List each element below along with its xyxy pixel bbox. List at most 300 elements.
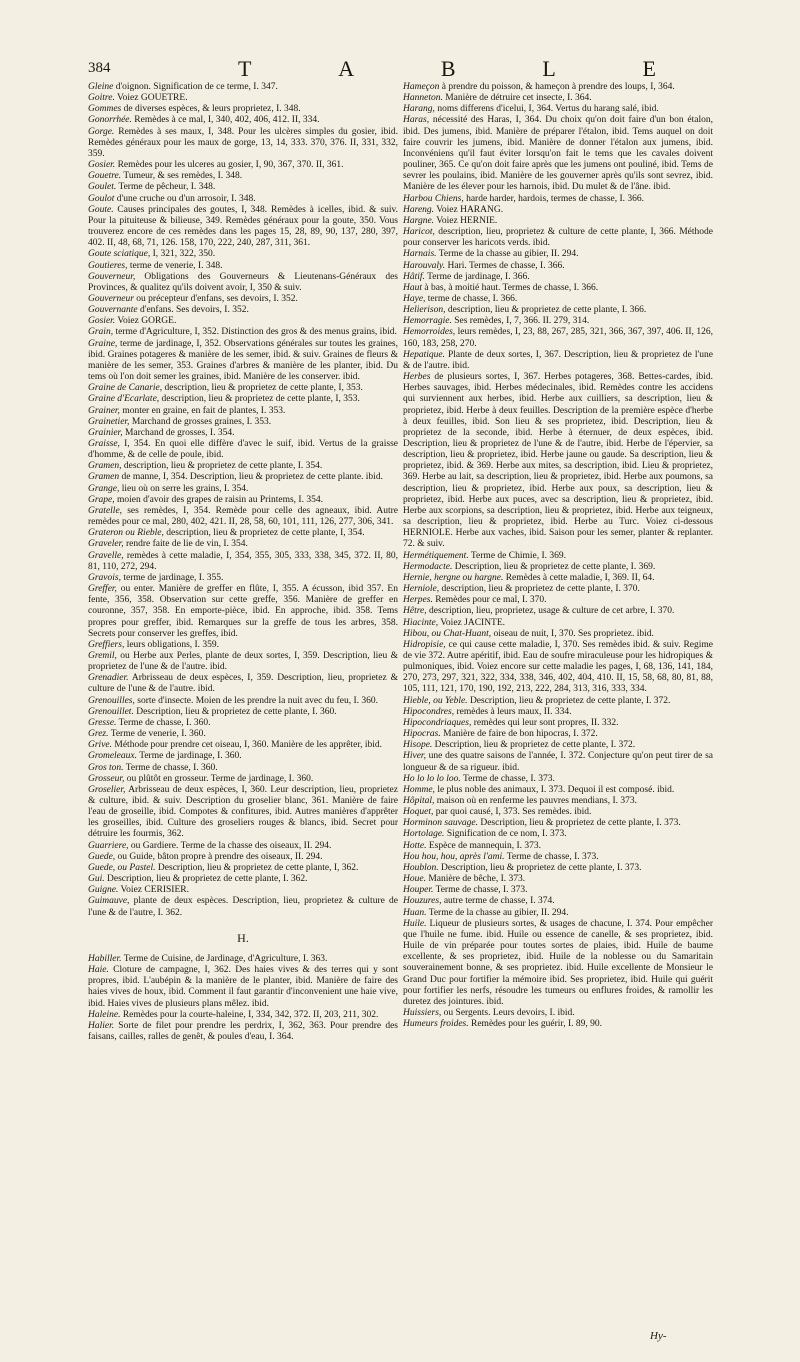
- entry-headword: Gommes: [88, 104, 122, 115]
- index-entry: [403, 305, 713, 316]
- entry-headword: Grenouillet.: [88, 706, 134, 717]
- running-title-letter: E: [642, 56, 658, 81]
- entry-text: ou Herbe aux Perles, plante de deux sortes, I, 359. Description, lieu & proprietez de l'une & de l'autre. ibid.: [88, 650, 398, 673]
- entry-text: remèdes à cette maladie, I, 354, 355, 305, 333, 338, 345, 372. II, 80, 81, 110, 272, 294.: [88, 550, 398, 572]
- entry-text: ou précepteur d'enfans, ses devoirs, I. 352.: [133, 293, 298, 304]
- entry-text: description, lieu & proprietez de cette plante, I, 354.: [163, 528, 365, 539]
- index-entry: [403, 629, 713, 640]
- index-entry: [88, 1010, 398, 1021]
- entry-text: Voiez CERISIER.: [118, 885, 189, 896]
- entry-text: Obligations des Gouverneurs & Lieutenans-Généraux des Provinces, & qualitez qu'ils doivent avoir, I, 350 & suiv.: [88, 271, 398, 293]
- entry-text: par quoi causé, I, 373. Ses remèdes. ibid.: [433, 807, 592, 818]
- entry-text: une des quatre saisons de l'année, I. 372. Conjecture qu'on peut tirer de sa longueur & de sa rigueur. ibid.: [403, 751, 713, 773]
- entry-headword: Graine d'Ecarlate,: [88, 394, 160, 405]
- entry-headword: Guede, ou Pastel.: [88, 862, 156, 873]
- index-entry: [403, 294, 713, 305]
- entry-text: ou Guide, bâton propre à prendre des oiseaux, II. 294.: [115, 851, 323, 862]
- index-entry: [88, 305, 398, 316]
- entry-headword: Haleine.: [88, 1009, 121, 1020]
- index-entry: [403, 227, 713, 249]
- index-entry: [403, 729, 713, 740]
- entry-headword: Gouverneur: [88, 293, 134, 304]
- entry-headword: Harbou Chiens,: [403, 193, 464, 204]
- index-entry: [403, 751, 713, 773]
- entry-text: Sorte de filet pour prendre les perdrix, I, 362, 363. Pour prendre des faisans, cailles, ralles de genêt, & poules d'eau, I. 364.: [88, 1020, 398, 1042]
- entry-text: Description, lieu & proprietez de cette plante, I, 362.: [155, 862, 359, 873]
- entry-headword: Grez.: [88, 729, 109, 740]
- entry-text: description, lieu, proprietez & culture de cette plante, I, 366. Méthode pour conserver les haricots verds. ibid.: [403, 227, 713, 249]
- entry-text: Description, lieu & proprietez de cette plante, I. 373.: [438, 862, 642, 873]
- entry-text: de manne, I, 354. Description, lieu & proprietez de cette plante. ibid.: [119, 472, 383, 483]
- entry-text: Remèdes pour la courte-haleine, I, 334, 342, 372. II, 203, 211, 302.: [120, 1009, 379, 1020]
- index-entry: [88, 171, 398, 182]
- entry-text: terme de chasse, I. 366.: [425, 293, 518, 304]
- catchword: Hy-: [650, 1330, 667, 1342]
- entry-headword: Hidropisie,: [403, 639, 446, 650]
- index-entry: [88, 539, 398, 550]
- entry-headword: Hemorroides,: [403, 327, 456, 338]
- index-entry: [88, 651, 398, 673]
- entry-text: Remèdes pour les ulceres au gosier, I, 90, 367, 370. II, 361.: [115, 160, 344, 171]
- entry-text: Terme de chasse, I. 360.: [116, 717, 211, 728]
- entry-text: Terme de chasse, I. 373.: [504, 851, 599, 862]
- index-entry: [88, 160, 398, 171]
- index-entry: [403, 205, 713, 216]
- index-entry: [403, 573, 713, 584]
- index-entry: [88, 965, 398, 1010]
- entry-headword: Hieble, ou Yeble.: [403, 695, 468, 706]
- entry-text: description, lieu & proprietez de cette plante, I. 354.: [121, 461, 323, 472]
- entry-headword: Hameçon: [403, 82, 440, 92]
- entry-headword: Gosier.: [88, 160, 116, 171]
- index-entry: [88, 182, 398, 193]
- entry-text: Manière de bêche, I. 373.: [425, 874, 526, 885]
- index-entry: [88, 272, 398, 294]
- index-entry: [403, 261, 713, 272]
- index-entry: [403, 595, 713, 606]
- index-entry: [88, 740, 398, 751]
- page-header: [88, 56, 728, 82]
- entry-text: harde harder, hardois, termes de chasse, I. 366.: [463, 193, 645, 204]
- entry-text: terme de jardinage, I. 355.: [121, 572, 224, 583]
- entry-text: Marchand de grosses graines, I. 353.: [129, 416, 272, 427]
- entry-text: Description, lieu & proprietez de cette plante, I. 372.: [467, 695, 671, 706]
- index-entry: [88, 261, 398, 272]
- entry-headword: Habiller.: [88, 953, 122, 964]
- index-entry: [88, 852, 398, 863]
- index-entry: [403, 874, 713, 885]
- entry-headword: Hernie, hergne ou hargne.: [403, 572, 504, 583]
- index-entry: [403, 1019, 713, 1030]
- index-entry: [88, 774, 398, 785]
- entry-headword: Graine de Canarie,: [88, 383, 163, 394]
- index-entry: [403, 829, 713, 840]
- entry-text: Voiez JACINTE.: [438, 617, 506, 628]
- entry-headword: Grange,: [88, 483, 120, 494]
- index-entry: [403, 562, 713, 573]
- entry-text: ou Sergents. Leurs devoirs, I. ibid.: [441, 1007, 575, 1018]
- index-entry: [403, 316, 713, 327]
- entry-text: de diverses espèces, & leurs proprietez, I. 348.: [121, 104, 301, 115]
- index-entry: [88, 506, 398, 528]
- index-entry: [88, 327, 398, 338]
- index-entry: [403, 272, 713, 283]
- entry-text: I, 321, 322, 350.: [150, 249, 216, 260]
- entry-headword: Hôpital,: [403, 796, 435, 806]
- index-entry: [88, 707, 398, 718]
- index-entry: [88, 495, 398, 506]
- entry-headword: Houper.: [403, 885, 434, 896]
- entry-headword: Graveler,: [88, 539, 124, 550]
- index-column-left: [88, 82, 398, 1043]
- entry-headword: Helierison,: [403, 305, 446, 316]
- entry-text: Remèdes à cette maladie, I, 369. II, 64.: [503, 572, 655, 583]
- entry-headword: Hanneton.: [403, 93, 443, 104]
- entry-headword: Humeurs froides.: [403, 1019, 469, 1030]
- entry-text: Terme de la chasse au gibier, II. 294.: [436, 249, 579, 260]
- entry-text: leurs obligations, I. 359.: [124, 639, 220, 650]
- entry-headword: Guigne.: [88, 885, 119, 896]
- entry-headword: Goutieres,: [88, 260, 128, 271]
- entry-headword: Hemorragie.: [403, 316, 452, 327]
- index-entry: [403, 327, 713, 349]
- index-entry: [88, 461, 398, 472]
- entry-text: d'enfans. Ses devoirs, I. 352.: [137, 305, 249, 316]
- index-entry: [403, 919, 713, 1008]
- entry-text: Arbrisseau de deux espèces, I, 359. Description, lieu, proprietez & culture de l'une & de l'autre. ibid.: [88, 673, 398, 695]
- entry-text: à bas, à moitié haut. Termes de chasse, I. 366.: [422, 282, 599, 293]
- entry-headword: Hâtif.: [403, 271, 425, 282]
- index-entry: [88, 484, 398, 495]
- index-entry: [88, 82, 398, 93]
- entry-headword: Harouvaly.: [403, 260, 446, 271]
- entry-text: Terme de Cuisine, de Jardinage, d'Agriculture, I. 363.: [121, 953, 328, 964]
- index-entry: [403, 908, 713, 919]
- entry-headword: Grainier,: [88, 427, 123, 438]
- entry-headword: Gui.: [88, 874, 105, 885]
- entry-headword: Herpes.: [403, 595, 433, 606]
- entry-headword: Goute sciatique,: [88, 249, 151, 260]
- index-entry: [88, 194, 398, 205]
- index-entry: [88, 885, 398, 896]
- entry-headword: Halier.: [88, 1020, 115, 1031]
- index-entry: [88, 127, 398, 160]
- entry-headword: Goulot: [88, 193, 115, 204]
- index-entry: [88, 294, 398, 305]
- entry-text: Voiez HARANG.: [434, 204, 504, 215]
- index-entry: [403, 707, 713, 718]
- index-entry: [403, 807, 713, 818]
- entry-text: Terme de Chimie, I. 369.: [468, 550, 567, 561]
- entry-headword: Gouvernante: [88, 305, 138, 316]
- index-entry: [403, 618, 713, 629]
- running-title-letter: L: [542, 56, 558, 81]
- entry-headword: Gonorrhée.: [88, 115, 132, 126]
- entry-text: description, lieu, proprietez, usage & culture de cet arbre, I. 370.: [426, 606, 675, 617]
- index-entry: [403, 740, 713, 751]
- entry-headword: Homme,: [403, 784, 435, 795]
- running-title-letter: A: [338, 56, 357, 81]
- index-entry: [403, 785, 713, 796]
- entry-text: Manière de faire de bon hipocras, I. 372.: [440, 729, 598, 740]
- entry-headword: Gremil,: [88, 650, 117, 661]
- index-entry: [403, 584, 713, 595]
- entry-headword: Grive.: [88, 740, 113, 751]
- entry-text: terme d'Agriculture, I, 352. Distinction des gros & des menus grains, ibid.: [113, 327, 397, 338]
- entry-headword: Gorge.: [88, 126, 115, 137]
- entry-headword: Grenadier.: [88, 673, 129, 684]
- entry-headword: Grateron ou Rieble,: [88, 528, 164, 539]
- entry-headword: Hêtre,: [403, 606, 427, 617]
- index-entry: [88, 528, 398, 539]
- index-entry: [88, 417, 398, 428]
- entry-text: Description, lieu & proprietez de cette plante, I. 360.: [133, 706, 337, 717]
- index-entry: [88, 249, 398, 260]
- index-entry: [403, 696, 713, 707]
- entry-text: Description, lieu & proprietez de cette plante, I. 362.: [104, 874, 308, 885]
- entry-text: maison où en renferme les pauvres mendians, I. 373.: [434, 796, 638, 806]
- index-section-g: [88, 82, 398, 919]
- entry-text: description, lieu & proprietez de cette plante, I, 353.: [162, 383, 363, 394]
- entry-headword: Gratelle,: [88, 505, 123, 516]
- index-entry: [403, 774, 713, 785]
- index-entry: [88, 104, 398, 115]
- entry-text: d'une cruche ou d'un arrosoir, I. 348.: [114, 193, 256, 204]
- index-entry: [403, 796, 713, 807]
- entry-headword: Gravelle,: [88, 550, 124, 561]
- entry-text: Description, lieu & proprietez de cette plante, I. 369.: [452, 561, 656, 572]
- index-entry: [88, 729, 398, 740]
- index-entry: [403, 606, 713, 617]
- running-title-letter: B: [440, 56, 458, 81]
- entry-headword: Haye,: [403, 293, 426, 304]
- index-column-right: [403, 82, 713, 1030]
- entry-text: Remèdes à ses maux, I, 348. Pour les ulcères simples du gosier, ibid. Remèdes généraux pour les maux de gorge, 13, 14, 333. 370, 376. II, 331, 332, 359.: [88, 126, 398, 159]
- entry-headword: Gouetre.: [88, 171, 122, 182]
- index-entry: [88, 394, 398, 405]
- index-entry: [403, 852, 713, 863]
- index-entry: [403, 551, 713, 562]
- entry-headword: Harang,: [403, 104, 435, 115]
- index-entry: [88, 93, 398, 104]
- entry-text: Remèdes à ce mal, I, 340, 402, 406, 412. II, 334.: [131, 115, 320, 126]
- page-number: 384: [88, 60, 111, 76]
- entry-headword: Guimauve,: [88, 896, 130, 907]
- index-entry: [403, 104, 713, 115]
- entry-headword: Hargne.: [403, 215, 435, 226]
- entry-headword: Haut: [403, 282, 422, 293]
- entry-text: Terme de chasse, I. 373.: [460, 773, 555, 784]
- entry-headword: Haie.: [88, 965, 109, 976]
- entry-headword: Hisope.: [403, 740, 433, 751]
- entry-headword: Guarriere,: [88, 840, 129, 851]
- entry-headword: Haricot,: [403, 227, 435, 238]
- entry-headword: Greffiers,: [88, 639, 125, 650]
- entry-text: Terme de chasse, I. 360.: [123, 762, 218, 773]
- entry-text: Terme de jardinage, I. 366.: [424, 271, 530, 282]
- section-heading-h: H.: [237, 930, 249, 945]
- entry-headword: Huan.: [403, 907, 427, 918]
- entry-headword: Houblon.: [403, 862, 439, 873]
- index-entry: [88, 785, 398, 841]
- entry-text: Terme de pêcheur, I. 348.: [116, 182, 216, 193]
- entry-headword: Hepatique.: [403, 349, 445, 360]
- index-entry: [403, 640, 713, 696]
- entry-text: leurs remèdes, I, 23, 88, 267, 285, 321, 366, 367, 397, 406. II, 126, 160, 183, 258, 270.: [403, 327, 713, 349]
- index-entry: [88, 696, 398, 707]
- index-entry: [403, 896, 713, 907]
- entry-headword: Grenouilles,: [88, 695, 135, 706]
- entry-headword: Gramen: [88, 472, 120, 483]
- entry-headword: Haras,: [403, 115, 430, 126]
- entry-headword: Harnais.: [403, 249, 437, 260]
- entry-text: d'oignon. Signification de ce terme, I. 347.: [113, 82, 278, 92]
- entry-text: I, 354. En quoi elle diffère d'avec le suif, ibid. Vertus de la graisse d'homme, & de celle de poule, ibid.: [88, 439, 398, 461]
- entry-text: ce qui cause cette maladie, I, 370. Ses remèdes ibid. & suiv. Regime de vie 372. Autre apéritif, ibid. Eau de soufre miraculeuse pour les hidropiques & pulmoniques, ibid. Voiez encore sur cette maladie les pages, I, 68, 136, 141, 184, 270, 273, 297, 321, 322, 334, 338, 346, 402, 404, 410. II, 15, 58, 68, 80, 81, 88, 105, 111, 121, 170, 190, 192, 213, 222, 284, 313, 316, 333, 334.: [403, 639, 713, 695]
- entry-headword: Grainer,: [88, 405, 120, 416]
- index-entry: [88, 406, 398, 417]
- entry-headword: Ho lo lo lo loo.: [403, 773, 461, 784]
- entry-text: Méthode pour prendre cet oiseau, I, 360. Manière de les apprêter, ibid.: [112, 740, 383, 751]
- entry-text: à prendre du poisson, & hameçon à prendre des loups, I, 364.: [439, 82, 675, 92]
- entry-headword: Herbes: [403, 372, 431, 383]
- entry-headword: Houzures,: [403, 896, 442, 907]
- entry-text: moien d'avoir des grapes de raisin au Printems, I. 354.: [114, 494, 323, 505]
- entry-headword: Hoquet,: [403, 807, 434, 818]
- entry-headword: Gramen,: [88, 461, 122, 472]
- index-entry: [88, 751, 398, 762]
- entry-text: Cloture de campagne, I, 362. Des haies vives & des terres qui y sont propres, ibid. L'aubépin & la manière de le planter, ibid. Manière de faire des haies vives de houx, ibid. Comment il faut garantir d'inconvenient une haie vive, ibid. Haies vives de plusieurs plans mêlez. ibid.: [88, 965, 398, 1009]
- entry-text: ou enter. Manière de greffer en flûte, I, 355. A écusson, ibid 357. En fente, 356, 358. Observation sur cette greffe, 356. Manière de greffer en couronne, 357, 358. En emporte-pièce, ibid. En approche, ibid. 358. Tems propres pour greffer, ibid. Remarques sur la greffe de tous les arbres, 358. Secrets pour conserver les greffes, ibid.: [88, 584, 398, 639]
- entry-text: de plusieurs sortes, I, 367. Herbes potageres, 368. Bettes-cardes, ibid. Herbes sauvages, ibid. Herbes médecinales, ibid. Remèdes contre les accidens qui surviennent aux herbes, ibid. Herbe aux cuilliers, sa description, lieu & proprietez, ibid. Herbe à deux feuilles. Description de la première espèce d'herbe à deux feuilles, ibid. Son lieu & ses proprietez, ibid. Description, lieu & proprietez de la seconde, ibid. Herbe à éternuer, de deux espèces, ibid. Description, lieu & proprietez de l'une & de l'autre, ibid. Herbe de l'épervier, sa description, lieu & proprietez, ibid. Herbe jaune ou gaude. Sa description, lieu & proprietez, ibid. & 369. Herbe aux mites, sa description, ibid. Lieu & proprietez, 369. Herbe au lait, sa description, lieu & proprietez, ibid. Herbe aux poumons, sa description, lieu & proprietez, ibid. Herbe aux poux, sa description, lieu & proprietez, ibid. Herbe aux puces, avec sa description, lieu & proprietez, ibid. Herbe aux scorpions, sa description, lieu & proprietez, ibid. Herbe aux teigneux, sa description, lieu & proprietez, ibid. Herbe au Turc. Voiez ci-dessous HERNIOLE. Herbe aux vaches, ibid. Saison pour les semer, planter & replanter. 72. & suiv.: [403, 372, 713, 550]
- entry-text: Ses remèdes, I, 7, 366. II. 279, 314.: [451, 316, 590, 327]
- index-entry: [403, 194, 713, 205]
- index-entry: [403, 283, 713, 294]
- entry-headword: Hotte.: [403, 840, 427, 851]
- entry-headword: Hiacinte,: [403, 617, 439, 628]
- entry-text: Voiez GOUETRE.: [114, 93, 188, 104]
- entry-headword: Graisse,: [88, 439, 120, 449]
- entry-headword: Grain,: [88, 327, 114, 338]
- entry-headword: Gros ton.: [88, 762, 124, 773]
- entry-headword: Hibou, ou Chat-Huant,: [403, 628, 492, 639]
- entry-headword: Hou hou, hou, après l'ami.: [403, 851, 505, 862]
- entry-headword: Goute.: [88, 204, 114, 215]
- entry-text: Tumeur, & ses remèdes, I. 348.: [121, 171, 243, 182]
- entry-headword: Hareng.: [403, 204, 435, 215]
- index-entry: [403, 372, 713, 551]
- index-entry: [403, 216, 713, 227]
- entry-text: sorte d'insecte. Moien de les prendre la nuit avec du feu, I. 360.: [134, 695, 378, 706]
- index-entry: [403, 863, 713, 874]
- entry-text: terme de venerie, I. 348.: [127, 260, 223, 271]
- entry-headword: Huile.: [403, 918, 427, 929]
- entry-text: le plus noble des animaux, I. 373. Dequoi il est composé. ibid.: [434, 784, 675, 795]
- entry-headword: Houe.: [403, 874, 426, 885]
- entry-headword: Graine,: [88, 338, 118, 349]
- index-entry: [88, 718, 398, 729]
- entry-headword: Herniole,: [403, 584, 440, 595]
- index-entry: [403, 82, 713, 93]
- entry-headword: Hortolage.: [403, 829, 445, 840]
- index-entry: [88, 763, 398, 774]
- entry-text: Plante de deux sortes, I, 367. Description, lieu & proprietez de l'une & de l'autre. ibid.: [403, 349, 713, 371]
- entry-text: ou Gardiere. Terme de la chasse des oiseaux, II. 294.: [128, 840, 332, 851]
- entry-text: Remèdes pour ce mal, I. 370.: [432, 595, 547, 606]
- index-entry: [403, 249, 713, 260]
- index-entry: [403, 1008, 713, 1019]
- entry-headword: Hermodacte.: [403, 561, 453, 572]
- entry-headword: Horminon sauvage.: [403, 818, 478, 829]
- index-entry: [403, 885, 713, 896]
- entry-text: remèdes qui leur sont propres, II. 332.: [471, 717, 619, 728]
- entry-text: ou plûtôt en grosseur. Terme de jardinage, I. 360.: [124, 773, 314, 784]
- entry-text: Terme de venerie, I. 360.: [108, 729, 206, 740]
- index-entry: [88, 428, 398, 439]
- entry-headword: Grainetier,: [88, 416, 130, 427]
- index-entry: [88, 673, 398, 695]
- entry-headword: Hipocras.: [403, 729, 441, 740]
- index-entry: [88, 1021, 398, 1043]
- index-entry: [403, 350, 713, 372]
- index-entry: [403, 718, 713, 729]
- entry-text: monter en graine, en fait de plantes, I. 353.: [119, 405, 286, 416]
- entry-text: lieu où on serre les grains, I. 354.: [119, 483, 249, 494]
- entry-text: Description, lieu & proprietez de cette plante, I. 372.: [432, 740, 636, 751]
- index-entry: [88, 573, 398, 584]
- entry-headword: Guede,: [88, 851, 116, 862]
- entry-text: oiseau de nuit, I, 370. Ses proprietez. ibid.: [491, 628, 654, 639]
- entry-text: Hari. Termes de chasse, I. 366.: [445, 260, 565, 271]
- entry-text: Voiez GORGE.: [115, 316, 177, 327]
- index-entry: [403, 115, 713, 193]
- entry-text: description, lieu & proprietez de cette plante, I, 353.: [159, 394, 360, 405]
- index-entry: [88, 954, 398, 965]
- entry-headword: Gresse.: [88, 717, 117, 728]
- index-entry: [88, 439, 398, 461]
- index-entry: [88, 874, 398, 885]
- index-entry: [88, 896, 398, 918]
- entry-headword: Gouverneur,: [88, 271, 136, 282]
- entry-headword: Goulet.: [88, 182, 117, 193]
- entry-headword: Grosseur,: [88, 773, 125, 784]
- entry-text: Liqueur de plusieurs sortes, & usages de chacune, I. 374. Pour empêcher que l'huile ne fume. ibid. Huile ou essence de canelle, & ses proprietez, ibid. Huile de vin préparée pour toutes sortes de plaies, ibid. Huile de baume excellente, & ses proprietez, ibid. Huile de la noblesse ou du Samaritain souverainement bonne, & ses proprietez. ibid. Huile excellente de Monsieur le Grand Duc pour fortifier la mémoire ibid. Ses proprietez, ibid. Huile qui guérit pour fortifier les nerfs, résoudre les tumeurs ou enflures froides, & ramollir les duretez des jointures. ibid.: [403, 918, 713, 1007]
- entry-text: plante de deux espèces. Description, lieu, proprietez & culture de l'une & de l'autre, I. 362.: [88, 896, 398, 918]
- entry-text: Espèce de mannequin, I. 373.: [426, 840, 541, 851]
- index-entry: [88, 383, 398, 394]
- index-entry: [88, 841, 398, 852]
- index-entry: [88, 115, 398, 126]
- index-entry: [88, 584, 398, 640]
- index-entry: [88, 640, 398, 651]
- entry-text: Manière de détruire cet insecte, I. 364.: [442, 93, 592, 104]
- entry-headword: Gravois,: [88, 572, 121, 583]
- entry-text: ses remèdes, I, 354. Remède pour celle des agneaux, ibid. Autre remèdes pour ce mal, 280, 402, 421. II, 28, 58, 60, 101, 111, 126, 277, 306, 341.: [88, 505, 398, 528]
- entry-text: description, lieu & proprietez de cette plante, I. 370.: [439, 584, 640, 595]
- entry-headword: Goitre.: [88, 93, 115, 104]
- entry-headword: Groselier,: [88, 784, 126, 795]
- index-entry: [88, 339, 398, 384]
- index-entry: [88, 205, 398, 250]
- running-title-letter: T: [238, 56, 254, 81]
- entry-text: description, lieu & proprietez de cette plante, I. 366.: [445, 305, 647, 316]
- entry-text: noms differens d'icelui, I, 364. Vertus du harang salé, ibid.: [434, 104, 659, 115]
- entry-text: Marchand de grosses, I. 354.: [122, 427, 235, 438]
- entry-text: Causes principales des goutes, I, 348. Remèdes à icelles, ibid. & suiv. Pour la pituiteuse & bilieuse, 349. Remèdes généraux pour la goute, 350. Vous trouverez encore de ces remèdes dans les pages 15, 28, 89, 90, 137, 280, 397, 402. II, 48, 68, 71, 126. 158, 170, 222, 240, 287, 311, 361.: [88, 204, 398, 249]
- index-entry: [88, 551, 398, 573]
- index-entry: [88, 316, 398, 327]
- entry-text: Terme de la chasse au gibier, II. 294.: [426, 907, 569, 918]
